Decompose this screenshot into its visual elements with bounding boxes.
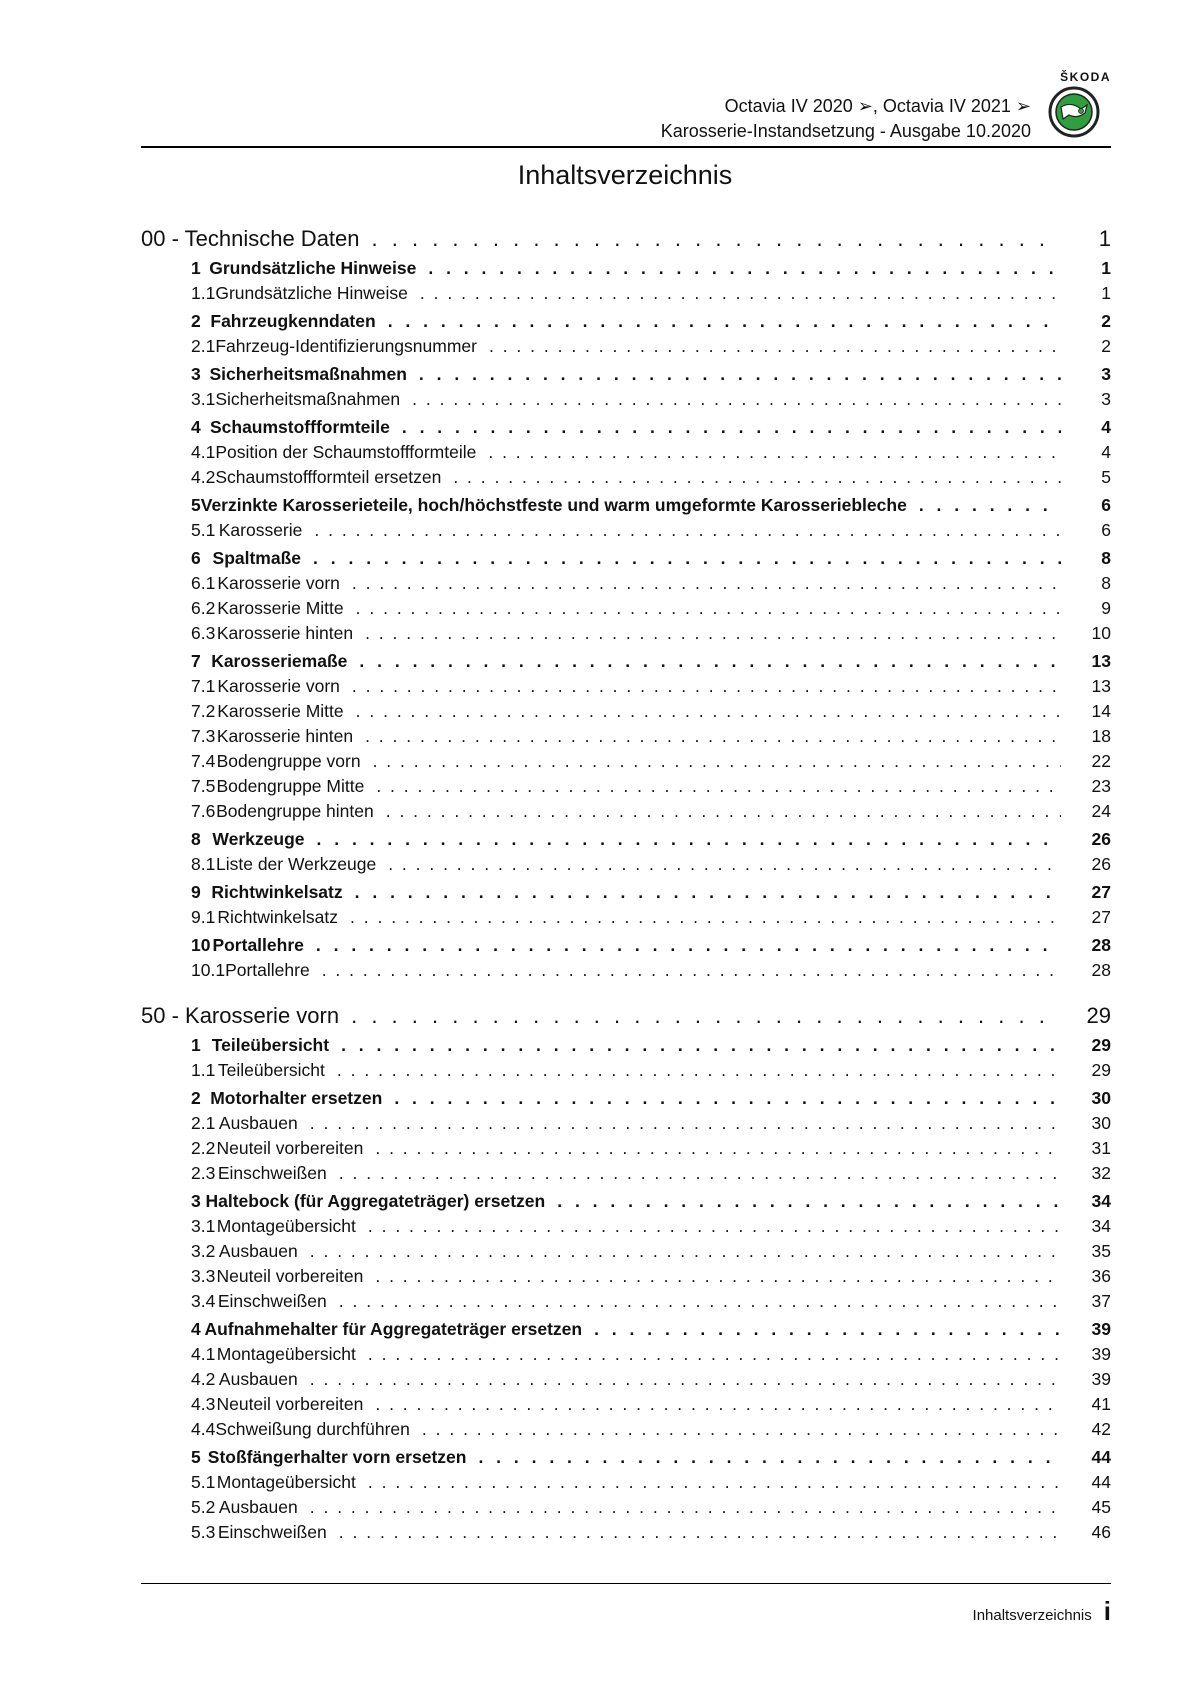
toc-chapter[interactable] [141, 1003, 1111, 1033]
subsection-number: 4.2 [191, 1369, 216, 1389]
subsection-page: 42 [1091, 1419, 1111, 1439]
section-page: 3 [1101, 364, 1111, 384]
subsection-title: Karosserie hinten [216, 726, 354, 746]
subsection-number: 2.1 [191, 1113, 216, 1133]
dot-leader [339, 1163, 1061, 1184]
dot-leader [919, 495, 1061, 516]
dot-leader [386, 801, 1061, 822]
toc-subsection[interactable] [141, 1163, 1111, 1188]
toc-subsection[interactable] [141, 1394, 1111, 1419]
subsection-page: 23 [1091, 776, 1111, 796]
dot-leader [314, 520, 1061, 541]
subsection-title: Ausbauen [218, 1369, 298, 1389]
subsection-page: 3 [1101, 389, 1111, 409]
subsection-title: Ausbauen [218, 1497, 298, 1517]
brand-name: ŠKODA [1060, 70, 1111, 84]
section-page: 1 [1101, 258, 1111, 278]
dot-leader [351, 1003, 1061, 1029]
toc-subsection[interactable] [141, 598, 1111, 623]
section-title: Grundsätzliche Hinweise [209, 258, 417, 278]
dot-leader [356, 598, 1061, 619]
subsection-page: 35 [1091, 1241, 1111, 1261]
subsection-title: Einschweißen [217, 1522, 327, 1542]
subsection-page: 30 [1091, 1113, 1111, 1133]
subsection-title: Position der Schaumstoffformteile [215, 442, 477, 462]
dot-leader [310, 1241, 1061, 1262]
toc-section[interactable] [141, 1319, 1111, 1344]
toc-section[interactable] [141, 495, 1111, 520]
subsection-title: Karosserie hinten [216, 623, 354, 643]
subsection-title: Grundsätzliche Hinweise [215, 283, 408, 303]
toc-chapter[interactable] [141, 226, 1111, 256]
subsection-number: 7.4 [191, 751, 216, 771]
dot-leader [422, 1419, 1061, 1440]
dot-leader [356, 701, 1061, 722]
dot-leader [489, 336, 1061, 357]
dot-leader [557, 1191, 1061, 1212]
subsection-number: 5.1 [191, 1472, 216, 1492]
section-number: 5 [191, 1447, 201, 1467]
toc-subsection[interactable] [141, 1522, 1111, 1547]
subsection-page: 27 [1091, 907, 1111, 927]
dot-leader [310, 1113, 1061, 1134]
toc-section[interactable] [141, 311, 1111, 336]
section-number: 10 [191, 935, 211, 955]
section-number: 3 [191, 364, 201, 384]
toc-subsection[interactable] [141, 960, 1111, 985]
section-title: Fahrzeugkenndaten [210, 311, 376, 331]
section-title: Verzinkte Karosserieteile, hoch/höchstfeste und warm umgeformte Karosseriebleche [200, 495, 907, 515]
toc-subsection[interactable] [141, 1138, 1111, 1163]
subsection-number: 2.2 [191, 1138, 216, 1158]
subsection-title: Liste der Werkzeuge [216, 854, 377, 874]
subsection-page: 41 [1091, 1394, 1111, 1414]
subsection-number: 7.1 [191, 676, 216, 696]
dot-leader [388, 311, 1061, 332]
toc-subsection[interactable] [141, 1241, 1111, 1266]
subsection-title: Karosserie Mitte [217, 701, 344, 721]
dot-leader [368, 1344, 1061, 1365]
dot-leader [375, 1394, 1061, 1415]
section-number: 6 [191, 548, 201, 568]
subsection-page: 39 [1091, 1369, 1111, 1389]
toc-subsection[interactable] [141, 1369, 1111, 1394]
section-page: 29 [1091, 1035, 1111, 1055]
subsection-page: 32 [1091, 1163, 1111, 1183]
toc-section[interactable] [141, 1191, 1111, 1216]
section-page: 27 [1091, 882, 1111, 902]
toc-subsection[interactable] [141, 801, 1111, 826]
toc-subsection[interactable] [141, 389, 1111, 414]
toc-section[interactable] [141, 882, 1111, 907]
subsection-title: Ausbauen [218, 1113, 298, 1133]
dot-leader [394, 1088, 1061, 1109]
subsection-number: 6.2 [191, 598, 216, 618]
subsection-page: 44 [1091, 1472, 1111, 1492]
subsection-page: 36 [1091, 1266, 1111, 1286]
section-number: 5 [191, 495, 201, 515]
toc-section[interactable] [141, 548, 1111, 573]
toc-subsection[interactable] [141, 336, 1111, 361]
subsection-title: Richtwinkelsatz [217, 907, 339, 927]
subsection-title: Neuteil vorbereiten [216, 1394, 364, 1414]
toc-subsection[interactable] [141, 854, 1111, 879]
chapter-page: 1 [1098, 226, 1111, 251]
toc-section[interactable] [141, 258, 1111, 283]
dot-leader [350, 907, 1061, 928]
toc-section[interactable] [141, 1447, 1111, 1472]
section-page: 26 [1091, 829, 1111, 849]
subsection-number: 10.1 [191, 960, 226, 980]
subsection-title: Einschweißen [217, 1163, 327, 1183]
toc-subsection[interactable] [141, 1060, 1111, 1085]
section-number: 4 [191, 1319, 201, 1339]
dot-leader [365, 623, 1061, 644]
subsection-page: 10 [1091, 623, 1111, 643]
toc-section[interactable] [141, 935, 1111, 960]
subsection-number: 3.4 [191, 1291, 216, 1311]
toc-subsection[interactable] [141, 1216, 1111, 1241]
section-title: Werkzeuge [212, 829, 305, 849]
dot-leader [359, 651, 1061, 672]
table-of-contents [141, 226, 1111, 1547]
subsection-number: 2.3 [191, 1163, 216, 1183]
subsection-number: 4.3 [191, 1394, 216, 1414]
toc-subsection[interactable] [141, 442, 1111, 467]
subsection-number: 1.1 [191, 283, 216, 303]
dot-leader [594, 1319, 1061, 1340]
section-title: Karosseriemaße [211, 651, 348, 671]
section-page: 39 [1091, 1319, 1111, 1339]
subsection-number: 4.2 [191, 467, 216, 487]
subsection-page: 4 [1101, 442, 1111, 462]
subsection-page: 31 [1091, 1138, 1111, 1158]
subsection-number: 7.6 [191, 801, 216, 821]
toc-subsection[interactable] [141, 573, 1111, 598]
toc-section[interactable] [141, 417, 1111, 442]
subsection-title: Montageübersicht [216, 1472, 356, 1492]
section-number: 1 [191, 1035, 201, 1055]
dot-leader [375, 1138, 1061, 1159]
subsection-number: 1.1 [191, 1060, 216, 1080]
section-page: 6 [1101, 495, 1111, 515]
dot-leader [428, 258, 1061, 279]
dot-leader [316, 935, 1061, 956]
section-title: Richtwinkelsatz [211, 882, 343, 902]
subsection-number: 3.1 [191, 389, 216, 409]
subsection-title: Bodengruppe hinten [216, 801, 374, 821]
toc-subsection[interactable] [141, 907, 1111, 932]
toc-section[interactable] [141, 1088, 1111, 1113]
chapter-title: 00 - Technische Daten [141, 226, 360, 251]
subsection-title: Bodengruppe Mitte [216, 776, 365, 796]
toc-subsection[interactable] [141, 676, 1111, 701]
subsection-title: Karosserie vorn [217, 573, 340, 593]
toc-subsection[interactable] [141, 751, 1111, 776]
toc-section[interactable] [141, 1035, 1111, 1060]
subsection-number: 4.1 [191, 1344, 216, 1364]
page-footer [973, 1596, 1111, 1627]
dot-leader [341, 1035, 1061, 1056]
dot-leader [419, 364, 1061, 385]
dot-leader [317, 829, 1062, 850]
toc-subsection[interactable] [141, 776, 1111, 801]
subsection-page: 13 [1091, 676, 1111, 696]
section-title: Portallehre [212, 935, 304, 955]
subsection-page: 39 [1091, 1344, 1111, 1364]
chapter-page: 29 [1086, 1003, 1111, 1028]
dot-leader [352, 573, 1061, 594]
subsection-number: 3.2 [191, 1241, 216, 1261]
section-title: Teileübersicht [211, 1035, 330, 1055]
dot-leader [337, 1060, 1061, 1081]
toc-subsection[interactable] [141, 1291, 1111, 1316]
subsection-number: 3.3 [191, 1266, 216, 1286]
section-number: 2 [191, 1088, 201, 1108]
dot-leader [376, 776, 1061, 797]
subsection-page: 2 [1101, 336, 1111, 356]
toc-subsection[interactable] [141, 283, 1111, 308]
subsection-page: 28 [1091, 960, 1111, 980]
subsection-page: 37 [1091, 1291, 1111, 1311]
section-number: 4 [191, 417, 201, 437]
toc-subsection[interactable] [141, 1344, 1111, 1369]
subsection-page: 14 [1091, 701, 1111, 721]
dot-leader [352, 676, 1061, 697]
dot-leader [310, 1369, 1061, 1390]
dot-leader [453, 467, 1061, 488]
section-page: 30 [1091, 1088, 1111, 1108]
dot-leader [339, 1522, 1061, 1543]
header-rule [141, 146, 1111, 148]
subsection-number: 5.3 [191, 1522, 216, 1542]
subsection-title: Neuteil vorbereiten [216, 1266, 364, 1286]
section-number: 2 [191, 311, 201, 331]
subsection-title: Bodengruppe vorn [216, 751, 361, 771]
section-number: 7 [191, 651, 201, 671]
document-subtitle: Karosserie-Instandsetzung - Ausgabe 10.2020 [660, 121, 1031, 141]
section-number: 3 [191, 1191, 201, 1211]
dot-leader [313, 548, 1061, 569]
section-page: 13 [1091, 651, 1111, 671]
dot-leader [488, 442, 1061, 463]
subsection-number: 6.3 [191, 623, 216, 643]
subsection-page: 1 [1101, 283, 1111, 303]
section-page: 2 [1101, 311, 1111, 331]
dot-leader [412, 389, 1061, 410]
subsection-title: Teileübersicht [217, 1060, 325, 1080]
section-number: 8 [191, 829, 201, 849]
subsection-title: Schweißung durchführen [215, 1419, 410, 1439]
subsection-title: Montageübersicht [216, 1344, 356, 1364]
section-page: 34 [1091, 1191, 1111, 1211]
subsection-page: 18 [1091, 726, 1111, 746]
subsection-number: 5.1 [191, 520, 216, 540]
section-title: Schaumstoffformteile [209, 417, 390, 437]
section-title: Motorhalter ersetzen [210, 1088, 383, 1108]
subsection-title: Karosserie vorn [217, 676, 340, 696]
footer-page-number: i [1103, 1596, 1111, 1626]
footer-label: Inhaltsverzeichnis [972, 1607, 1092, 1624]
dot-leader [478, 1447, 1061, 1468]
toc-subsection[interactable] [141, 1419, 1111, 1444]
page-title: Inhaltsverzeichnis [517, 160, 733, 190]
toc-subsection[interactable] [141, 1113, 1111, 1138]
section-page: 8 [1101, 548, 1111, 568]
dot-leader [368, 1216, 1061, 1237]
subsection-number: 5.2 [191, 1497, 216, 1517]
dot-leader [368, 1472, 1061, 1493]
toc-subsection[interactable] [141, 520, 1111, 545]
toc-section[interactable] [141, 364, 1111, 389]
dot-leader [388, 854, 1061, 875]
section-title: Aufnahmehalter für Aggregateträger ersetzen [204, 1319, 583, 1339]
subsection-title: Einschweißen [217, 1291, 327, 1311]
toc-subsection[interactable] [141, 1497, 1111, 1522]
subsection-number: 3.1 [191, 1216, 216, 1236]
subsection-title: Schaumstoffformteil ersetzen [215, 467, 442, 487]
subsection-page: 6 [1101, 520, 1111, 540]
subsection-page: 5 [1101, 467, 1111, 487]
subsection-page: 8 [1101, 573, 1111, 593]
chapter-title: 50 - Karosserie vorn [141, 1003, 340, 1028]
subsection-title: Ausbauen [218, 1241, 298, 1261]
page-header [141, 62, 1111, 146]
subsection-title: Karosserie [218, 520, 303, 540]
subsection-page: 9 [1101, 598, 1111, 618]
dot-leader [310, 1497, 1061, 1518]
subsection-number: 4.4 [191, 1419, 216, 1439]
skoda-logo-icon [1047, 85, 1101, 139]
section-number: 9 [191, 882, 201, 902]
section-title: Sicherheitsmaßnahmen [209, 364, 407, 384]
subsection-title: Fahrzeug-Identifizierungsnummer [215, 336, 477, 356]
dot-leader [355, 882, 1061, 903]
section-page: 44 [1091, 1447, 1111, 1467]
subsection-number: 7.2 [191, 701, 216, 721]
dot-leader [365, 726, 1061, 747]
footer-rule [141, 1583, 1111, 1584]
dot-leader [402, 417, 1061, 438]
subsection-number: 8.1 [191, 854, 216, 874]
dot-leader [339, 1291, 1061, 1312]
subsection-page: 24 [1091, 801, 1111, 821]
subsection-title: Montageübersicht [216, 1216, 356, 1236]
dot-leader [322, 960, 1061, 981]
document-title: Octavia IV 2020 ➢, Octavia IV 2021 ➢ [724, 96, 1031, 116]
section-page: 28 [1091, 935, 1111, 955]
subsection-number: 9.1 [191, 907, 216, 927]
subsection-page: 46 [1091, 1522, 1111, 1542]
subsection-title: Neuteil vorbereiten [216, 1138, 364, 1158]
dot-leader [375, 1266, 1061, 1287]
toc-subsection[interactable] [141, 623, 1111, 648]
toc-subsection[interactable] [141, 1266, 1111, 1291]
toc-subsection[interactable] [141, 1472, 1111, 1497]
toc-section[interactable] [141, 651, 1111, 676]
subsection-page: 22 [1091, 751, 1111, 771]
section-page: 4 [1101, 417, 1111, 437]
toc-section[interactable] [141, 829, 1111, 854]
section-title: Haltebock (für Aggregateträger) ersetzen [205, 1191, 546, 1211]
subsection-title: Portallehre [225, 960, 310, 980]
dot-leader [420, 283, 1061, 304]
subsection-number: 6.1 [191, 573, 216, 593]
subsection-number: 7.3 [191, 726, 216, 746]
subsection-number: 4.1 [191, 442, 216, 462]
subsection-number: 2.1 [191, 336, 216, 356]
subsection-page: 26 [1091, 854, 1111, 874]
subsection-page: 34 [1091, 1216, 1111, 1236]
dot-leader [373, 751, 1061, 772]
toc-subsection[interactable] [141, 701, 1111, 726]
section-title: Stoßfängerhalter vorn ersetzen [207, 1447, 467, 1467]
toc-subsection[interactable] [141, 726, 1111, 751]
toc-subsection[interactable] [141, 467, 1111, 492]
subsection-title: Karosserie Mitte [217, 598, 344, 618]
subsection-title: Sicherheitsmaßnahmen [215, 389, 401, 409]
section-number: 1 [191, 258, 201, 278]
section-title: Spaltmaße [212, 548, 302, 568]
subsection-number: 7.5 [191, 776, 216, 796]
dot-leader [372, 226, 1061, 252]
subsection-page: 29 [1091, 1060, 1111, 1080]
subsection-page: 45 [1091, 1497, 1111, 1517]
